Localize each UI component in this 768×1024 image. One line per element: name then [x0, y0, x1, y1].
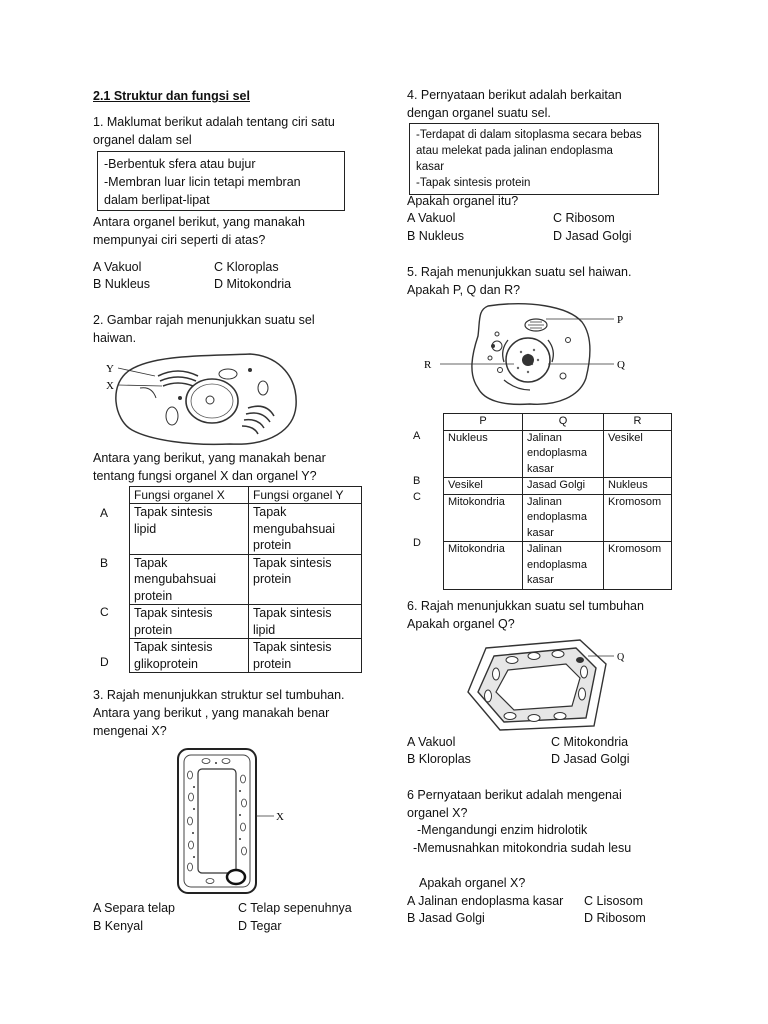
q5-stem-line2: Apakah P, Q dan R? — [407, 283, 521, 297]
q5-header-q: Q — [523, 414, 604, 431]
q3-stem-line1: 3. Rajah menunjukkan struktur sel tumbuhan. — [93, 688, 345, 702]
animal-cell-diagram-p-q-r — [418, 300, 638, 408]
q3-option-a[interactable]: A Separa telap — [93, 901, 176, 915]
q2-cell: Tapak sintesis protein — [249, 554, 362, 605]
q4-box-line: kasar — [416, 161, 445, 173]
q2-row-label-a[interactable]: A — [100, 506, 109, 520]
q5-label-p: P — [617, 314, 624, 326]
q2-stem-line2: haiwan. — [93, 331, 137, 345]
q1-question-line1: Antara organel berikut, yang manakah — [93, 215, 305, 229]
q4-option-b[interactable]: B Nukleus — [407, 229, 464, 243]
q3-option-c[interactable]: C Telap sepenuhnya — [238, 901, 352, 915]
q2-cell: Tapak sintesis lipid — [130, 504, 249, 555]
section-title: 2.1 Struktur dan fungsi sel — [93, 89, 250, 103]
q6b-stem-line1: 6 Pernyataan berikut adalah mengenai — [407, 788, 622, 802]
q2-header-x: Fungsi organel X — [130, 487, 249, 504]
q1-stem-line1: 1. Maklumat berikut adalah tentang ciri satu — [93, 115, 335, 129]
q5-cell: Jasad Golgi — [523, 478, 604, 495]
q1-box-line: -Berbentuk sfera atau bujur — [104, 157, 256, 171]
q5-row-label-c[interactable]: C — [413, 491, 421, 503]
q3-option-d[interactable]: D Tegar — [238, 919, 282, 933]
q6a-option-a[interactable]: A Vakuol — [407, 735, 456, 749]
q2-cell: Tapak sintesis glikoprotein — [130, 639, 249, 673]
q2-question-line2: tentang fungsi organel X dan organel Y? — [93, 469, 317, 483]
q5-cell: Kromosom — [604, 542, 672, 590]
q5-cell: Mitokondria — [444, 542, 523, 590]
q2-cell: Tapak mengubahsuai protein — [249, 504, 362, 555]
q4-stem-line2: dengan organel suatu sel. — [407, 106, 551, 120]
q5-header-p: P — [444, 414, 523, 431]
q4-box-line: atau melekat pada jalinan endoplasma — [416, 145, 613, 157]
q1-box-line: dalam berlipat-lipat — [104, 193, 210, 207]
q6a-option-b[interactable]: B Kloroplas — [407, 752, 471, 766]
q5-row-label-a[interactable]: A — [413, 430, 421, 442]
q5-cell: Nukleus — [604, 478, 672, 495]
q2-cell: Tapak mengubahsuai protein — [130, 554, 249, 605]
q5-cell: Jalinan endoplasma kasar — [523, 494, 604, 542]
q3-stem-line3: mengenai X? — [93, 724, 167, 738]
q4-option-a[interactable]: A Vakuol — [407, 211, 456, 225]
q3-label-x: X — [276, 811, 284, 823]
q5-cell: Kromosom — [604, 494, 672, 542]
q5-cell: Nukleus — [444, 430, 523, 478]
q6a-stem-line2: Apakah organel Q? — [407, 617, 515, 631]
q2-row-label-c[interactable]: C — [100, 605, 109, 619]
q6b-option-d[interactable]: D Ribosom — [584, 911, 646, 925]
q6b-option-a[interactable]: A Jalinan endoplasma kasar — [407, 894, 564, 908]
q2-cell: Tapak sintesis protein — [249, 639, 362, 673]
q6a-option-d[interactable]: D Jasad Golgi — [551, 752, 630, 766]
q4-box-line: -Tapak sintesis protein — [416, 177, 531, 189]
q6b-point-1: -Mengandungi enzim hidrolotik — [417, 823, 588, 837]
q5-cell: Jalinan endoplasma kasar — [523, 430, 604, 478]
q6a-option-c[interactable]: C Mitokondria — [551, 735, 629, 749]
q5-cell: Vesikel — [444, 478, 523, 495]
q5-header-r: R — [604, 414, 672, 431]
plant-cell-diagram-q — [462, 636, 632, 734]
q2-label-y: Y — [106, 363, 114, 375]
q4-question: Apakah organel itu? — [407, 194, 519, 208]
q5-label-r: R — [424, 359, 432, 371]
q5-label-q: Q — [617, 359, 625, 371]
q6b-point-2: -Memusnahkan mitokondria sudah lesu — [413, 841, 632, 855]
q6a-label-q: Q — [617, 652, 625, 663]
q4-option-d[interactable]: D Jasad Golgi — [553, 229, 632, 243]
q5-cell: Vesikel — [604, 430, 672, 478]
q2-cell: Tapak sintesis lipid — [249, 605, 362, 639]
q2-table — [129, 486, 362, 673]
q1-option-d[interactable]: D Mitokondria — [214, 277, 292, 291]
q6b-stem-line2: organel X? — [407, 806, 468, 820]
q5-row-label-d[interactable]: D — [413, 537, 421, 549]
q2-label-x: X — [106, 380, 114, 392]
q1-box-line: -Membran luar licin tetapi membran — [104, 175, 301, 189]
q4-stem-line1: 4. Pernyataan berikut adalah berkaitan — [407, 88, 622, 102]
q6a-stem-line1: 6. Rajah menunjukkan suatu sel tumbuhan — [407, 599, 644, 613]
q1-option-c[interactable]: C Kloroplas — [214, 260, 279, 274]
q5-cell: Jalinan endoplasma kasar — [523, 542, 604, 590]
q1-info-box — [97, 151, 345, 211]
q1-option-a[interactable]: A Vakuol — [93, 260, 142, 274]
q2-cell: Tapak sintesis protein — [130, 605, 249, 639]
q6b-question: Apakah organel X? — [419, 876, 526, 890]
q1-question-line2: mempunyai ciri seperti di atas? — [93, 233, 266, 247]
q1-option-b[interactable]: B Nukleus — [93, 277, 150, 291]
q5-cell: Mitokondria — [444, 494, 523, 542]
q3-option-b[interactable]: B Kenyal — [93, 919, 144, 933]
q2-row-label-d[interactable]: D — [100, 655, 109, 669]
q6b-option-b[interactable]: B Jasad Golgi — [407, 911, 485, 925]
animal-cell-diagram-x-y — [100, 348, 300, 448]
q4-info-box — [409, 123, 659, 195]
plant-cell-diagram-x — [170, 745, 300, 897]
q5-stem-line1: 5. Rajah menunjukkan suatu sel haiwan. — [407, 265, 632, 279]
q4-option-c[interactable]: C Ribosom — [553, 211, 615, 225]
q3-stem-line2: Antara yang berikut , yang manakah benar — [93, 706, 330, 720]
q4-box-line: -Terdapat di dalam sitoplasma secara bebas — [416, 129, 642, 141]
q5-row-label-b[interactable]: B — [413, 475, 421, 487]
q1-stem-line2: organel dalam sel — [93, 133, 192, 147]
q6b-option-c[interactable]: C Lisosom — [584, 894, 644, 908]
q2-stem-line1: 2. Gambar rajah menunjukkan suatu sel — [93, 313, 315, 327]
q5-table — [443, 413, 672, 590]
q2-question-line1: Antara yang berikut, yang manakah benar — [93, 451, 326, 465]
q2-row-label-b[interactable]: B — [100, 556, 109, 570]
q2-header-y: Fungsi organel Y — [249, 487, 362, 504]
